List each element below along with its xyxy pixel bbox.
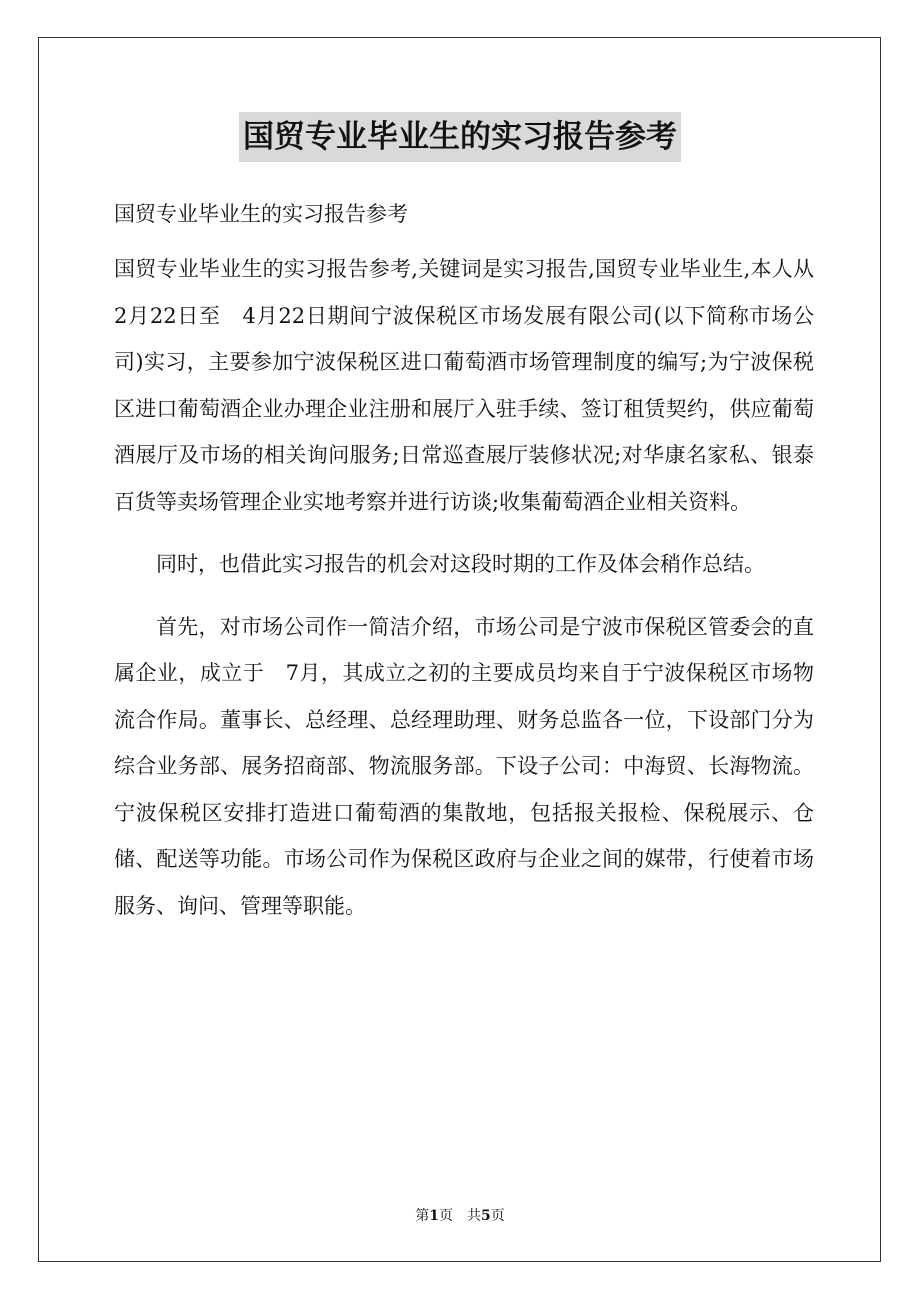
document-title: 国贸专业毕业生的实习报告参考	[239, 112, 681, 162]
page-footer	[0, 1206, 920, 1226]
document-subtitle: 国贸专业毕业生的实习报告参考	[114, 202, 408, 226]
page-total: 5	[481, 1208, 491, 1224]
document-body	[114, 194, 835, 945]
page-current: 1	[429, 1208, 439, 1224]
title-container	[0, 112, 920, 162]
paragraph-3: 首先，对市场公司作一简洁介绍，市场公司是宁波市保税区管委会的直属企业，成立于 7月，其成立之初的主要成员均来自于宁波保税区市场物流合作局。董事长、总经理、总经理助理、财务总监各一位，下设部门分为综合业务部、展务招商部、物流服务部。下设子公司：中海贸、长海物流。宁波保税区安排打造进口葡萄酒的集散地，包括报关报检、保税展示、仓储、配送等功能。市场公司作为保税区政府与企业之间的媒带，行使着市场服务、询问、管理等职能。	[114, 614, 814, 918]
paragraph-1: 国贸专业毕业生的实习报告参考,关键词是实习报告,国贸专业毕业生,本人从 2月22日至 4月22日期间宁波保税区市场发展有限公司(以下简称市场公司)实习，主要参加宁波保税区进口葡萄酒市场管理制度的编写;为宁波保税区进口葡萄酒企业办理企业注册和展厅入驻手续、签订租赁契约，供应葡萄酒展厅及市场的相关询问服务;日常巡查展厅装修状况;对华康名家私、银泰百货等卖场管理企业实地考察并进行访谈;收集葡萄酒企业相关资料。	[114, 257, 835, 514]
paragraph-2: 同时，也借此实习报告的机会对这段时期的工作及体会稍作总结。	[156, 552, 765, 576]
total-prefix: 共	[467, 1208, 481, 1224]
page-prefix: 第	[415, 1208, 430, 1224]
page-unit: 页	[439, 1208, 453, 1224]
total-unit: 页	[490, 1208, 505, 1224]
